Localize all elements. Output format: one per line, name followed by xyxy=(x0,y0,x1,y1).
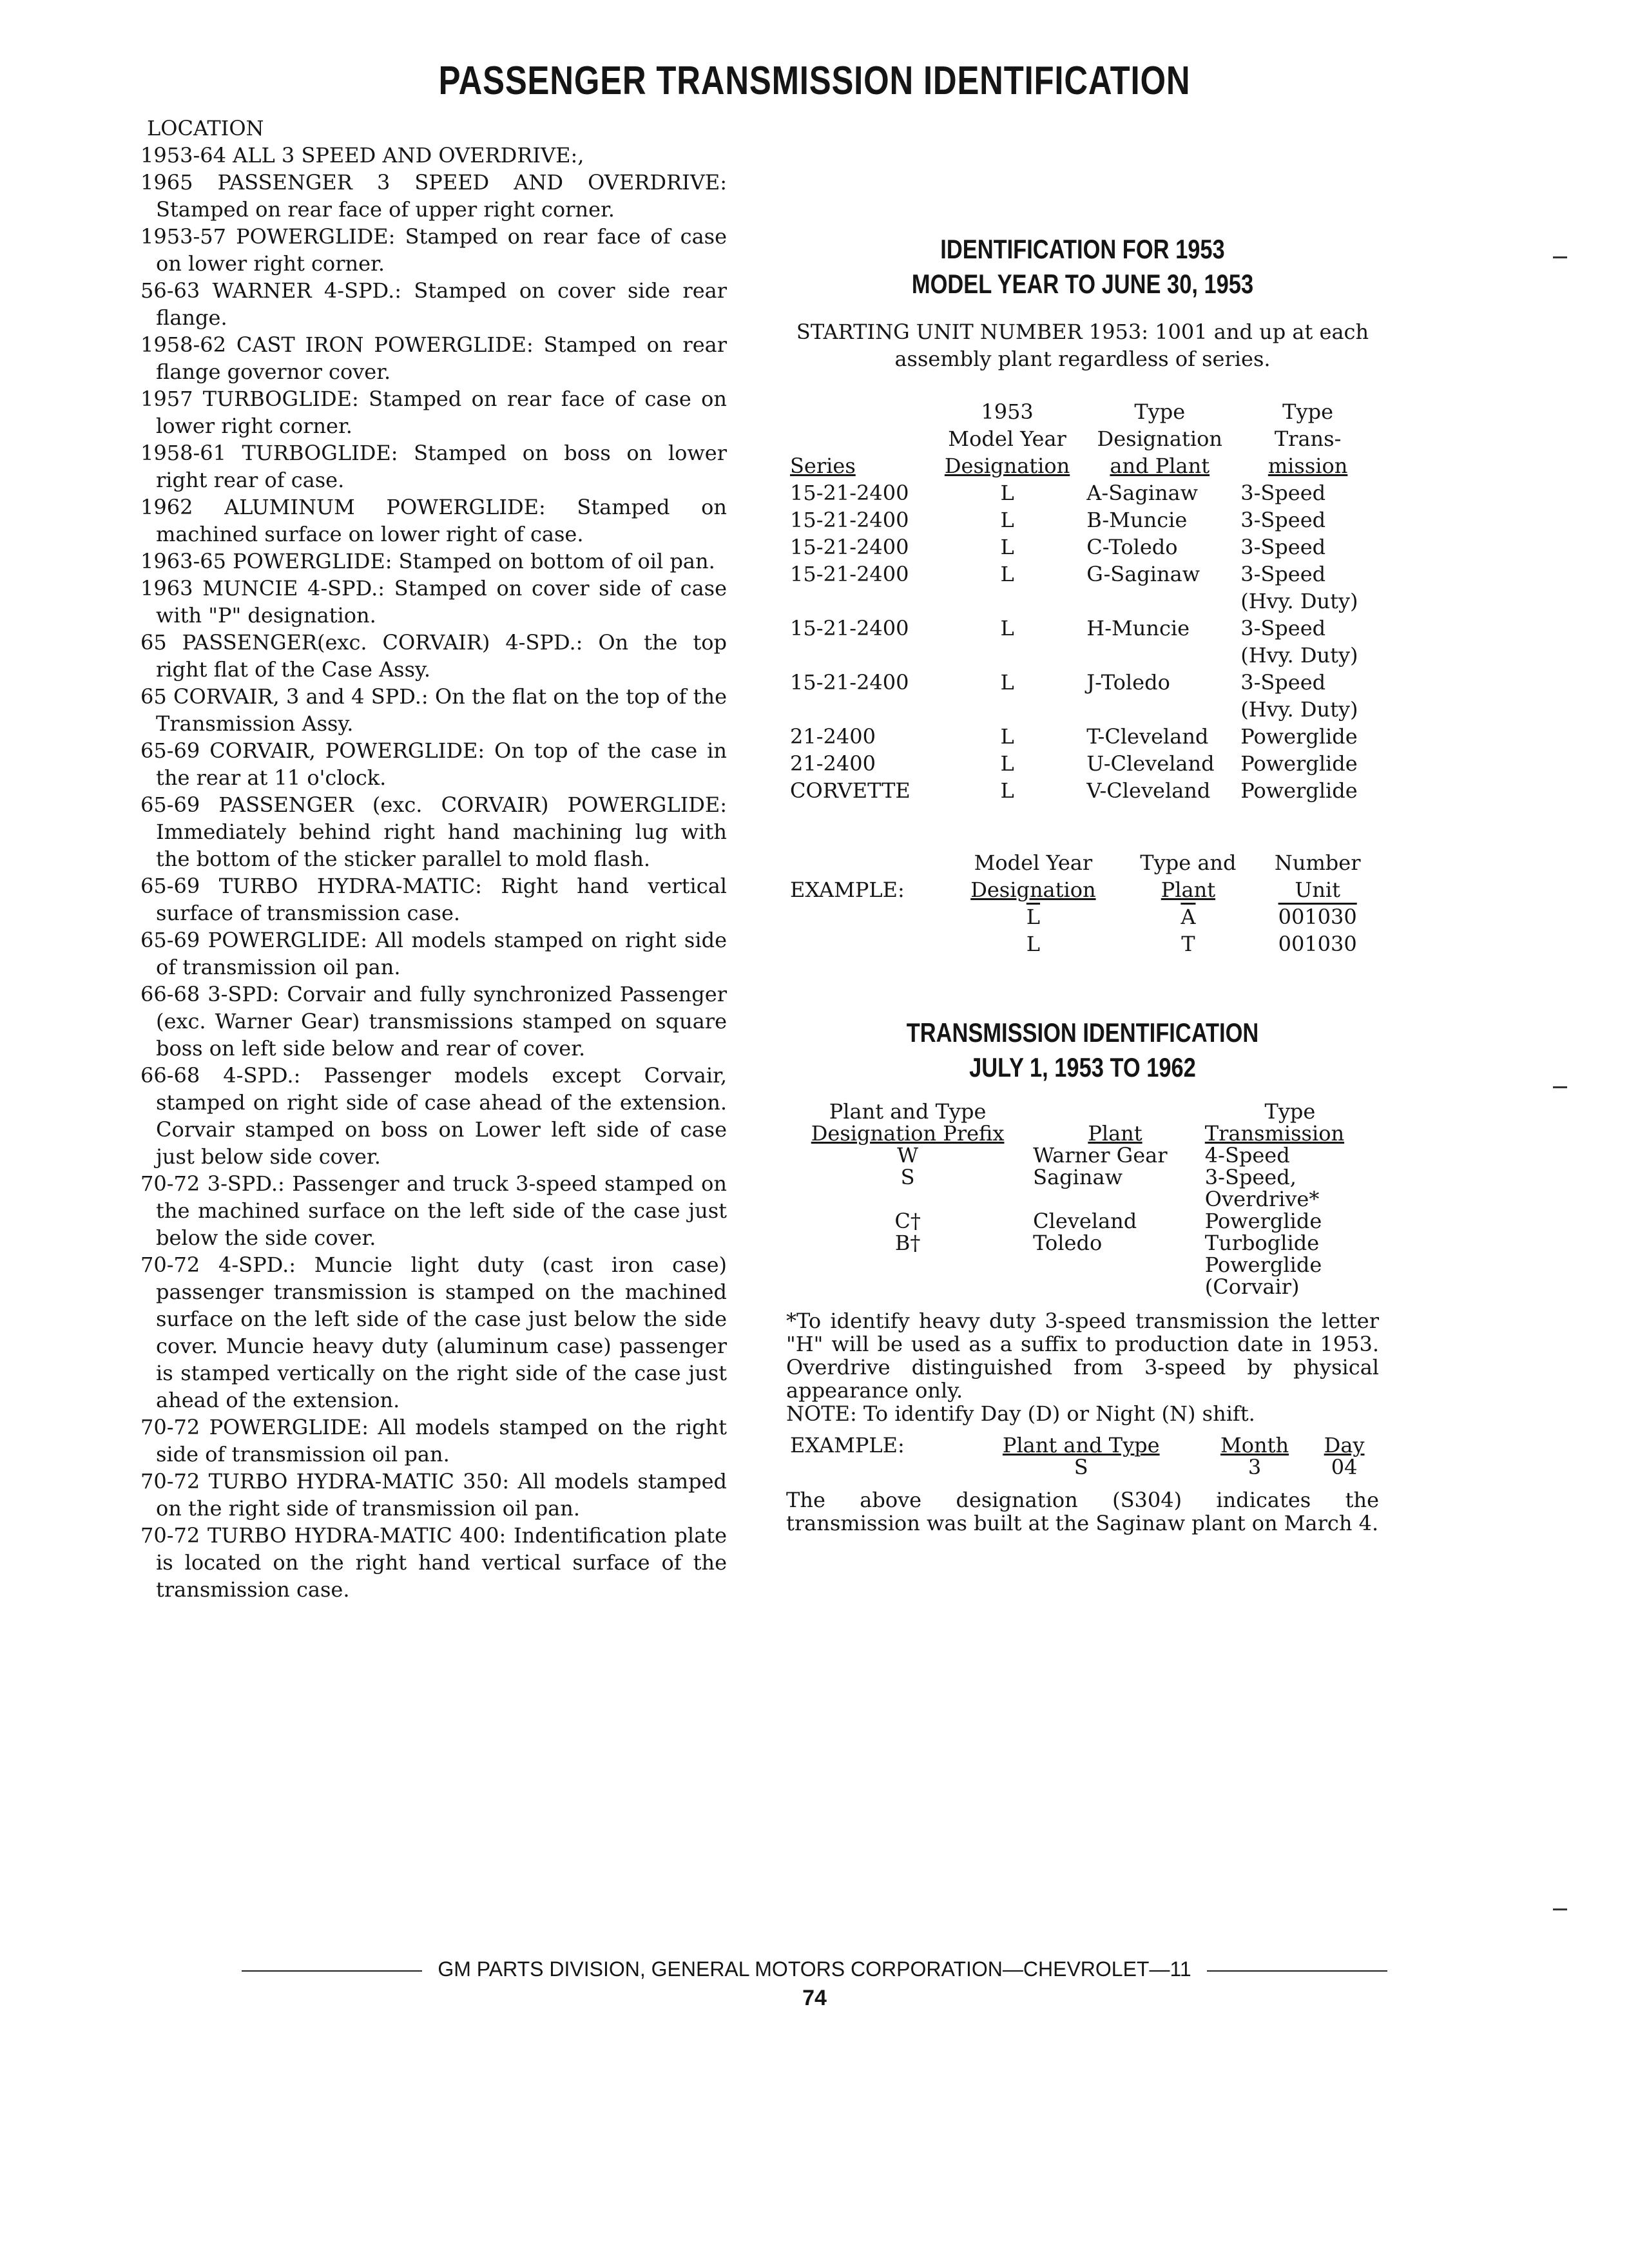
cell-prefix: W xyxy=(897,1143,919,1168)
cell-plant: Saginaw xyxy=(1033,1165,1123,1189)
cell-trans: Powerglide xyxy=(1240,751,1358,776)
section1-intro: STARTING UNIT NUMBER 1953: 1001 and up at each assembly plant regardless of series. xyxy=(796,320,1369,371)
location-entry: 65-69 TURBO HYDRA-MATIC: Right hand vertical surface of transmission case. xyxy=(140,874,727,925)
cell-trans: 3-Speed (Hvy. Duty) xyxy=(1237,615,1379,669)
cell-my: L xyxy=(1000,670,1014,695)
cell-my: L xyxy=(1000,778,1014,803)
location-entry: 1965 PASSENGER 3 SPEED AND OVERDRIVE: Stamped on rear face of upper right corner. xyxy=(140,170,727,222)
cell-trans: 3-Speed (Hvy. Duty) xyxy=(1237,669,1379,723)
cell-prefix xyxy=(786,1276,1029,1298)
cell-type: 3-Speed, xyxy=(1204,1165,1296,1189)
cell-extra: (Hvy. Duty) xyxy=(1240,589,1358,613)
footer-rule-left xyxy=(242,1970,422,1972)
col-type-plant: Type Designation and Plant xyxy=(1097,399,1222,478)
cell-plant: Toledo xyxy=(1033,1231,1103,1255)
cell-prefix xyxy=(786,1254,1029,1276)
location-entry: 70-72 POWERGLIDE: All models stamped on the right side of transmission oil pan. xyxy=(140,1415,727,1466)
table-row xyxy=(786,1210,1379,1232)
example-col-type-plant: Type and Plant xyxy=(1140,850,1237,902)
example-cell-unit: 001030 xyxy=(1278,905,1357,929)
cell-my: L xyxy=(1000,616,1014,640)
col-plant: Plant xyxy=(1088,1121,1142,1146)
cell-plant xyxy=(1029,1276,1201,1298)
cell-plant: Cleveland xyxy=(1033,1209,1137,1233)
example-cell-my: $\overline{L}$ xyxy=(1026,905,1041,929)
location-entry: 1962 ALUMINUM POWERGLIDE: Stamped on machined surface on lower right of case. xyxy=(140,495,727,546)
location-entry: 65-69 CORVAIR, POWERGLIDE: On top of the case in the rear at 11 o'clock. xyxy=(140,738,727,790)
cell-series: 15-21-2400 xyxy=(790,481,909,505)
cell-plant: Warner Gear xyxy=(1033,1143,1168,1168)
location-entry: 70-72 TURBO HYDRA-MATIC 350: All models stamped on the right side of transmission oil pan. xyxy=(140,1469,727,1521)
location-entry: 1963 MUNCIE 4-SPD.: Stamped on cover side of case with "P" designation. xyxy=(140,576,727,628)
cell-my: L xyxy=(1000,508,1014,532)
cell-series: 21-2400 xyxy=(790,751,876,776)
cell-trans: 3-Speed xyxy=(1240,481,1326,505)
cell-type: 4-Speed xyxy=(1204,1143,1290,1168)
section2-table xyxy=(786,1100,1379,1298)
table-row xyxy=(786,479,1379,506)
example-col-model-year: Model Year Designation xyxy=(970,850,1096,902)
page-number: 74 xyxy=(802,1986,827,2010)
footer xyxy=(0,1957,1629,1981)
cell-prefix: B† xyxy=(894,1231,921,1255)
cell-plant xyxy=(1029,1254,1201,1276)
cell-series: CORVETTE xyxy=(790,778,911,803)
example-cell-unit: 001030 xyxy=(1278,932,1357,956)
col-model-year: 1953 Model Year Designation xyxy=(944,399,1070,478)
cell-type: Overdrive* xyxy=(1204,1187,1320,1211)
table-row xyxy=(786,533,1379,561)
section1-table xyxy=(786,398,1379,804)
cell-plant: T-Cleveland xyxy=(1086,724,1209,749)
table-row xyxy=(786,615,1379,669)
cell-trans: 3-Speed (Hvy. Duty) xyxy=(1237,561,1379,615)
footer-rule-right xyxy=(1207,1970,1387,1972)
location-entry: 65 PASSENGER(exc. CORVAIR) 4-SPD.: On the top right flat of the Case Assy. xyxy=(140,630,727,682)
table-row xyxy=(786,561,1379,615)
section1-example xyxy=(786,849,1379,957)
cell-series: 21-2400 xyxy=(790,724,876,749)
section2-closing: The above designation (S304) indicates the transmission was built at the Saginaw plant on March 4. xyxy=(786,1488,1379,1535)
table-row xyxy=(786,1166,1379,1188)
table-row xyxy=(786,1276,1379,1298)
example-row xyxy=(786,903,1379,930)
cell-trans: 3-Speed xyxy=(1240,535,1326,559)
section2-example xyxy=(786,1434,1379,1478)
cell-plant: G-Saginaw xyxy=(1086,562,1200,586)
table-row xyxy=(786,1232,1379,1254)
location-entry: 1958-61 TURBOGLIDE: Stamped on boss on lower right rear of case. xyxy=(140,441,727,492)
location-entry: 65-69 PASSENGER (exc. CORVAIR) POWERGLIDE: Immediately behind right hand machining lug with the bottom of the sticker parallel to mold flash. xyxy=(140,793,727,871)
location-entry: 66-68 3-SPD: Corvair and fully synchronized Passenger (exc. Warner Gear) transmissions stamped on square boss on left side below and rear of cover. xyxy=(140,982,727,1061)
location-entry: 65 CORVAIR, 3 and 4 SPD.: On the flat on the top of the Transmission Assy. xyxy=(140,684,727,736)
table-row xyxy=(786,750,1379,777)
cell-trans: 3-Speed xyxy=(1240,508,1326,532)
table-row xyxy=(786,723,1379,750)
cell-type: Turboglide xyxy=(1204,1231,1320,1255)
cell-plant: A-Saginaw xyxy=(1086,481,1199,505)
section2-heading-1: TRANSMISSION IDENTIFICATION xyxy=(906,1017,1259,1048)
cell-prefix xyxy=(786,1188,1029,1210)
location-entry: 65-69 POWERGLIDE: All models stamped on right side of transmission oil pan. xyxy=(140,928,727,979)
example-cell-plant: $\overline{A}$ xyxy=(1181,905,1196,929)
cell-plant: C-Toledo xyxy=(1086,535,1178,559)
cell-trans: Powerglide xyxy=(1240,724,1358,749)
cell-series: 15-21-2400 xyxy=(790,616,909,640)
identification-column xyxy=(786,232,1379,1535)
cell-plant: B-Muncie xyxy=(1086,508,1188,532)
example-label: EXAMPLE: xyxy=(790,878,905,902)
location-label: LOCATION xyxy=(147,116,264,140)
cell-series: 15-21-2400 xyxy=(790,670,909,695)
section2-shift-note: NOTE: To identify Day (D) or Night (N) shift. xyxy=(786,1401,1255,1426)
cell-type: (Corvair) xyxy=(1204,1274,1300,1299)
cell-my: L xyxy=(1000,724,1014,749)
cell-plant: U-Cleveland xyxy=(1086,751,1215,776)
example2-day: Day 04 xyxy=(1324,1433,1365,1479)
footer-text: GM PARTS DIVISION, GENERAL MOTORS CORPORATION—CHEVROLET—11 xyxy=(438,1957,1191,1981)
section1-heading-1: IDENTIFICATION FOR 1953 xyxy=(940,234,1225,264)
cell-my: L xyxy=(1000,535,1014,559)
cell-my: L xyxy=(1000,751,1014,776)
cell-my: L xyxy=(1000,562,1014,586)
margin-mark xyxy=(1553,1908,1567,1910)
cell-plant xyxy=(1029,1188,1201,1210)
location-entry: 1957 TURBOGLIDE: Stamped on rear face of case on lower right corner. xyxy=(140,387,727,438)
table-row xyxy=(786,1144,1379,1166)
margin-mark xyxy=(1553,256,1567,258)
col-series: Series xyxy=(790,454,856,478)
location-column xyxy=(140,115,727,1603)
location-entry: 1958-62 CAST IRON POWERGLIDE: Stamped on rear flange governor cover. xyxy=(140,332,727,384)
cell-series: 15-21-2400 xyxy=(790,562,909,586)
col-type-transmission: Type Transmission xyxy=(1204,1099,1345,1146)
section1-heading-2: MODEL YEAR TO JUNE 30, 1953 xyxy=(911,269,1254,299)
section2-note: *To identify heavy duty 3-speed transmission the letter "H" will be used as a suffix to production date in 1953. Overdrive distinguished from 3-speed by physical appearance only. xyxy=(786,1309,1379,1403)
example2-plant-type: Plant and Type S xyxy=(1002,1433,1160,1479)
cell-prefix: S xyxy=(900,1165,915,1189)
table-row xyxy=(786,777,1379,804)
cell-prefix: C† xyxy=(894,1209,921,1233)
cell-series: 15-21-2400 xyxy=(790,535,909,559)
section2-heading-2: JULY 1, 1953 TO 1962 xyxy=(969,1052,1196,1082)
location-entry: 70-72 3-SPD.: Passenger and truck 3-speed stamped on the machined surface on the left side of the case just below the side cover. xyxy=(140,1171,727,1250)
table-row xyxy=(786,1188,1379,1210)
example-row xyxy=(786,930,1379,957)
example2-month: Month 3 xyxy=(1220,1433,1289,1479)
table-row xyxy=(786,669,1379,723)
margin-mark xyxy=(1553,1086,1567,1088)
example-cell-my: L xyxy=(1026,932,1041,956)
table-row xyxy=(786,1254,1379,1276)
cell-plant: V-Cleveland xyxy=(1086,778,1211,803)
cell-plant: J-Toledo xyxy=(1086,670,1170,695)
location-entry: 1953-57 POWERGLIDE: Stamped on rear face of case on lower right corner. xyxy=(140,224,727,276)
table-row xyxy=(786,506,1379,533)
location-entry: 70-72 TURBO HYDRA-MATIC 400: Indentification plate is located on the right hand vertical surface of the transmission case. xyxy=(140,1523,727,1602)
location-entry: 56-63 WARNER 4-SPD.: Stamped on cover side rear flange. xyxy=(140,278,727,330)
cell-extra: (Hvy. Duty) xyxy=(1240,643,1358,668)
cell-plant: H-Muncie xyxy=(1086,616,1190,640)
cell-type: Powerglide xyxy=(1204,1253,1322,1277)
cell-trans: Powerglide xyxy=(1240,778,1358,803)
location-entry: 70-72 4-SPD.: Muncie light duty (cast iron case) passenger transmission is stamped on the machined surface on the left side of the case just below the side cover. Muncie heavy duty (aluminum case) passenger is stamped vertically on the right side of the case just ahead of the extension. xyxy=(140,1253,727,1412)
cell-my: L xyxy=(1000,481,1014,505)
example-col-unit: Number Unit xyxy=(1274,850,1361,902)
page-title: PASSENGER TRANSMISSION IDENTIFICATION xyxy=(438,59,1191,103)
cell-series: 15-21-2400 xyxy=(790,508,909,532)
location-entry: 66-68 4-SPD.: Passenger models except Corvair, stamped on right side of case ahead of the extension. Corvair stamped on boss on Lower left side of case just below side cover. xyxy=(140,1063,727,1169)
col-prefix: Plant and Type Designation Prefix xyxy=(811,1099,1005,1146)
example2-label: EXAMPLE: xyxy=(790,1433,905,1457)
col-transmission: Type Trans- mission xyxy=(1268,399,1348,478)
location-entry: 1953-64 ALL 3 SPEED AND OVERDRIVE:, xyxy=(140,143,584,168)
cell-type: Powerglide xyxy=(1204,1209,1322,1233)
example-cell-plant: T xyxy=(1181,932,1195,956)
location-list xyxy=(140,142,727,1603)
cell-extra: (Hvy. Duty) xyxy=(1240,697,1358,722)
location-entry: 1963-65 POWERGLIDE: Stamped on bottom of oil pan. xyxy=(140,549,715,573)
